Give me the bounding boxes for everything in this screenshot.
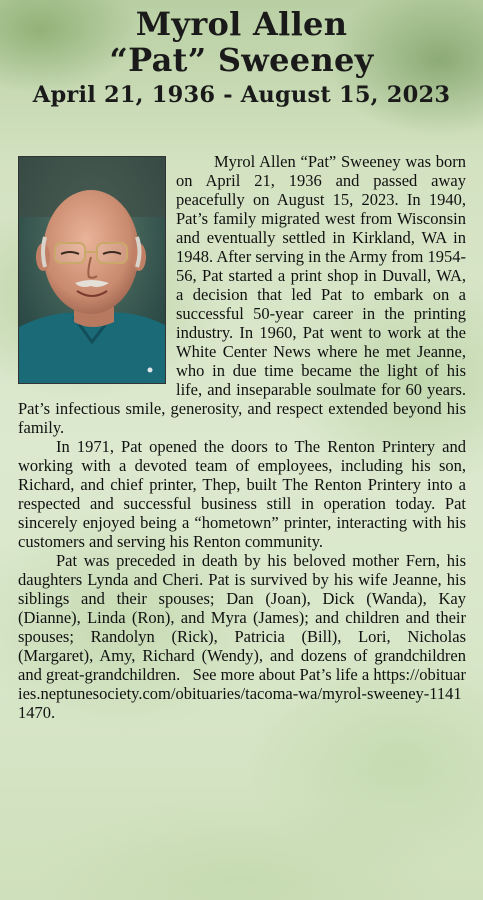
survivors-text: Pat was preceded in death by his beloved mother Fern, his daughters Lynda and Cheri. Pat is survived by his wife Jeanne, his siblings and their spouses; Dan (Joan), Dick (Wanda), Kay (Dianne), Linda (Ron), and Myra (James); and children and their spouses; Randolyn (Rick), Patricia (Bill), Lori, Nicholas (Margaret), Amy, Richard (Wendy), and dozens of grandchildren and great-grandchildren. bbox=[18, 551, 466, 684]
life-dates: April 21, 1936 - August 15, 2023 bbox=[32, 82, 451, 108]
obituary-body bbox=[18, 152, 466, 722]
deceased-name-line-2: “Pat” Sweeney bbox=[109, 41, 374, 79]
obituary-header bbox=[0, 6, 483, 110]
portrait-photo-icon bbox=[19, 157, 165, 383]
obituary-paragraph-3 bbox=[18, 551, 466, 722]
obituary-paragraph-2: In 1971, Pat opened the doors to The Renton Printery and working with a devoted team of employees, including his son, Richard, and chief printer, Thep, built The Renton Printery into a respected and successful business still in operation today. Pat sincerely enjoyed being a “hometown” printer, interacting with his customers and serving his Renton community. bbox=[18, 437, 466, 551]
obituary-url[interactable]: https://obituaries.neptunesociety.com/obituaries/tacoma-wa/myrol-sweeney-11411470. bbox=[18, 665, 466, 722]
obituary-paragraph-1: Myrol Allen “Pat” Sweeney was born on April 21, 1936 and passed away peacefully on August 15, 2023. In 1940, Pat’s family migrated west from Wisconsin and eventually settled in Kirkland, WA in 1948. After serving in the Army from 1954-56, Pat started a print shop in Duvall, WA, a decision that led Pat to embark on a successful 50-year career in the printing industry. In 1960, Pat went to work at the White Center News where he met Jeanne, who in due time became the light of his life, and inseparable soulmate for 60 years. Pat’s infectious smile, generosity, and respect extended beyond his family. bbox=[18, 152, 466, 437]
portrait-photo bbox=[18, 156, 166, 384]
deceased-name-line-1: Myrol Allen bbox=[135, 5, 348, 43]
see-more-text: See more about Pat’s life a bbox=[192, 665, 370, 684]
